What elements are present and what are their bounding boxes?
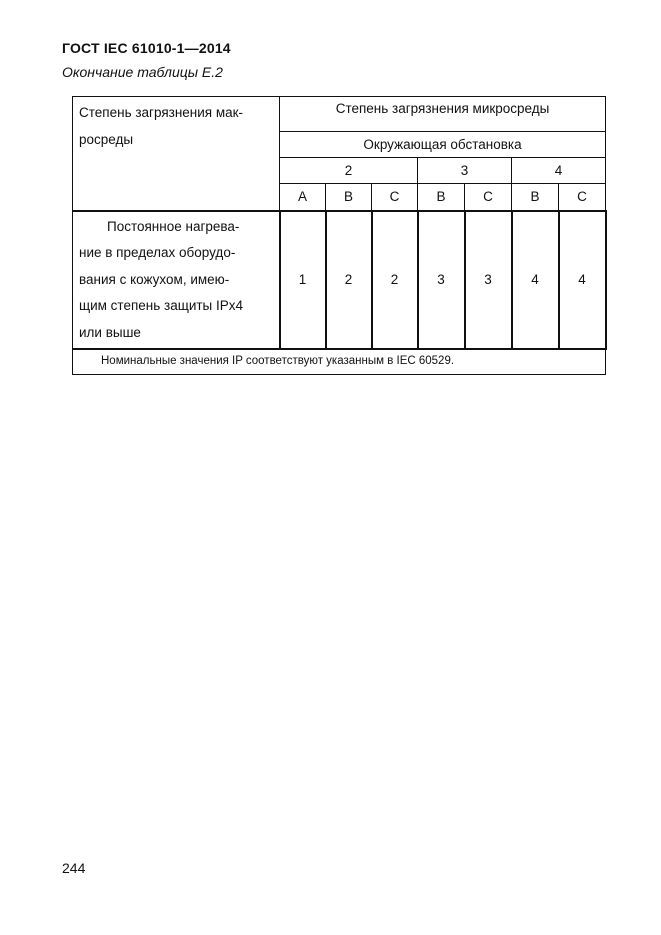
row-label-line: вания с кожухом, имею- <box>79 271 230 287</box>
letter-header: C <box>465 184 512 211</box>
row-label-line: Постоянное нагрева- <box>107 218 240 234</box>
value-cell: 4 <box>559 211 606 350</box>
group-header-3: 3 <box>418 158 512 184</box>
group-header-4: 4 <box>512 158 606 184</box>
value-cell: 3 <box>465 211 512 350</box>
letter-header: A <box>280 184 326 211</box>
value-cell: 2 <box>372 211 418 350</box>
table-note-row <box>73 349 606 375</box>
micro-environment-header: Степень загрязнения микросреды <box>280 97 606 132</box>
table-row <box>73 211 606 350</box>
value-cell: 2 <box>326 211 372 350</box>
pollution-degree-table <box>72 96 607 375</box>
letter-header: B <box>418 184 465 211</box>
value-cell: 1 <box>280 211 326 350</box>
header-row-top <box>73 97 606 132</box>
value-cell: 4 <box>512 211 559 350</box>
value-cell: 3 <box>418 211 465 350</box>
letter-header: B <box>326 184 372 211</box>
row-label-cell <box>73 211 280 350</box>
row-label-line: ние в пределах оборудо- <box>79 245 236 260</box>
table-note: Номинальные значения IP соответствуют указанным в IEC 60529. <box>73 349 606 375</box>
row-label-line: щим степень защиты IPx4 <box>79 298 244 313</box>
page-number: 244 <box>62 860 86 876</box>
corner-label-line-2: росреды <box>79 132 134 147</box>
standard-title: ГОСТ IEC 61010-1—2014 <box>62 40 231 56</box>
corner-label-line-1: Степень загрязнения мак- <box>79 105 244 120</box>
group-header-2: 2 <box>280 158 418 184</box>
table-caption: Окончание таблицы Е.2 <box>62 64 223 80</box>
row-label-line: или выше <box>79 324 141 340</box>
letter-header: C <box>559 184 606 211</box>
letter-header: C <box>372 184 418 211</box>
corner-header-cell <box>73 97 280 211</box>
environment-header: Окружающая обстановка <box>280 132 606 158</box>
letter-header: B <box>512 184 559 211</box>
